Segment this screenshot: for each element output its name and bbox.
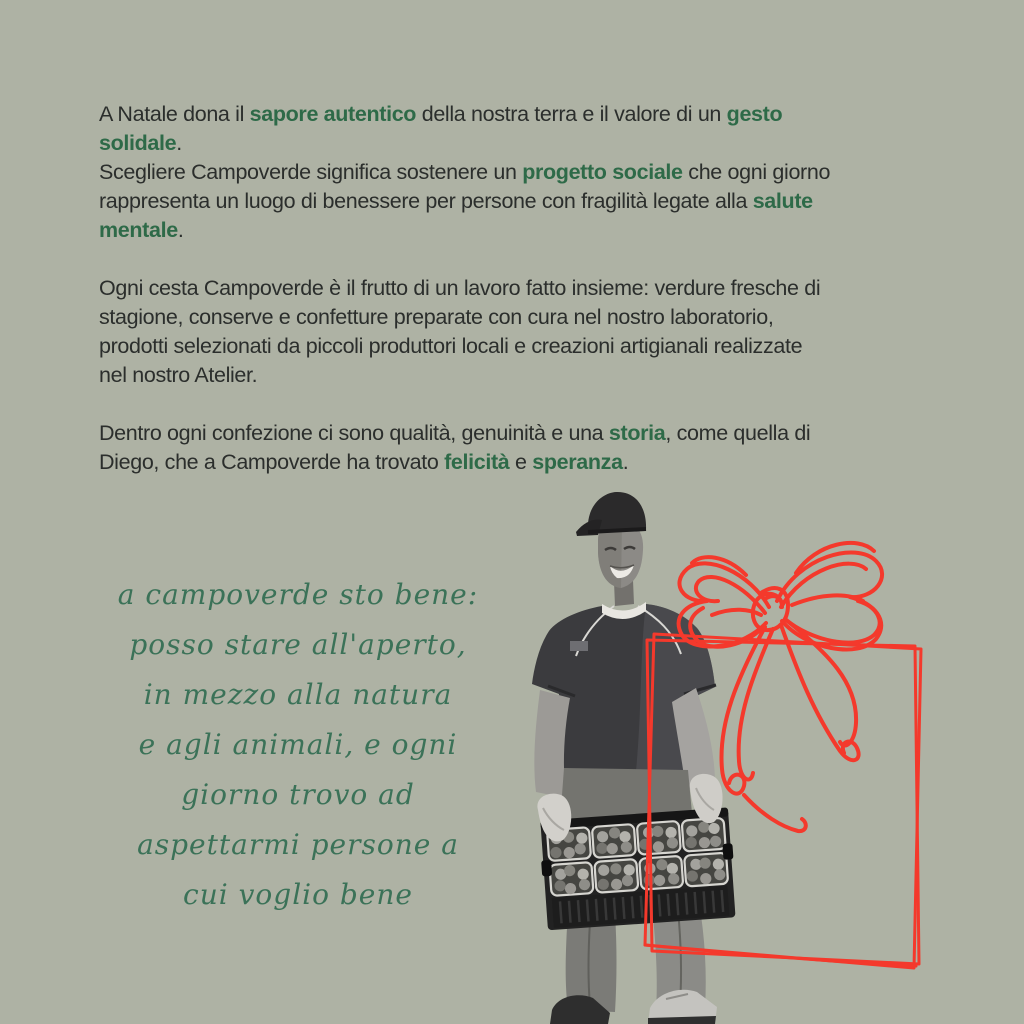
gift-bow [679,543,882,831]
highlighted-text: felicità [444,450,510,474]
paragraph: Ogni cesta Campoverde è il frutto di un lavoro fatto insieme: verdure fresche di stagione, conserve e confetture preparate con cura nel nostro laboratorio, prodotti selezionati da piccoli produttori locali e creazioni artigianali realizzate nel nostro Atelier. [99,276,821,387]
highlighted-text: gesto [726,102,783,126]
highlighted-text: progetto sociale [522,160,683,184]
quote-line: a campoverde sto bene: [117,578,479,611]
intro-text [99,100,959,506]
quote-line: aspettarmi persone a [137,828,459,861]
highlighted-text: mentale [99,218,178,242]
gift-box-outline [645,634,921,968]
quote-line: cui voglio bene [183,878,413,911]
paragraph: Dentro ogni confezione ci sono qualità, genuinità e una storia, come quella di Diego, che a Campoverde ha trovato felicità e speranza. [99,421,811,474]
quote-line: giorno trovo ad [181,778,415,811]
gift-sketch [560,455,1024,1024]
highlighted-text: salute [752,189,813,213]
quote-line: e agli animali, e ogni [138,728,458,761]
quote-line: in mezzo alla natura [143,678,453,711]
handwritten-quote [112,570,484,920]
highlighted-text: solidale [99,131,177,155]
highlighted-text: speranza [532,450,623,474]
paragraph: A Natale dona il sapore autentico della nostra terra e il valore di un gesto solidale. Scegliere Campoverde significa sostenere un progetto sociale che ogni giorno rappresenta un luogo di benessere per persone con fragilità legate alla salute mentale. [99,102,831,242]
highlighted-text: sapore autentico [249,102,417,126]
highlighted-text: storia [608,421,666,445]
quote-line: posso stare all'aperto, [129,628,467,661]
